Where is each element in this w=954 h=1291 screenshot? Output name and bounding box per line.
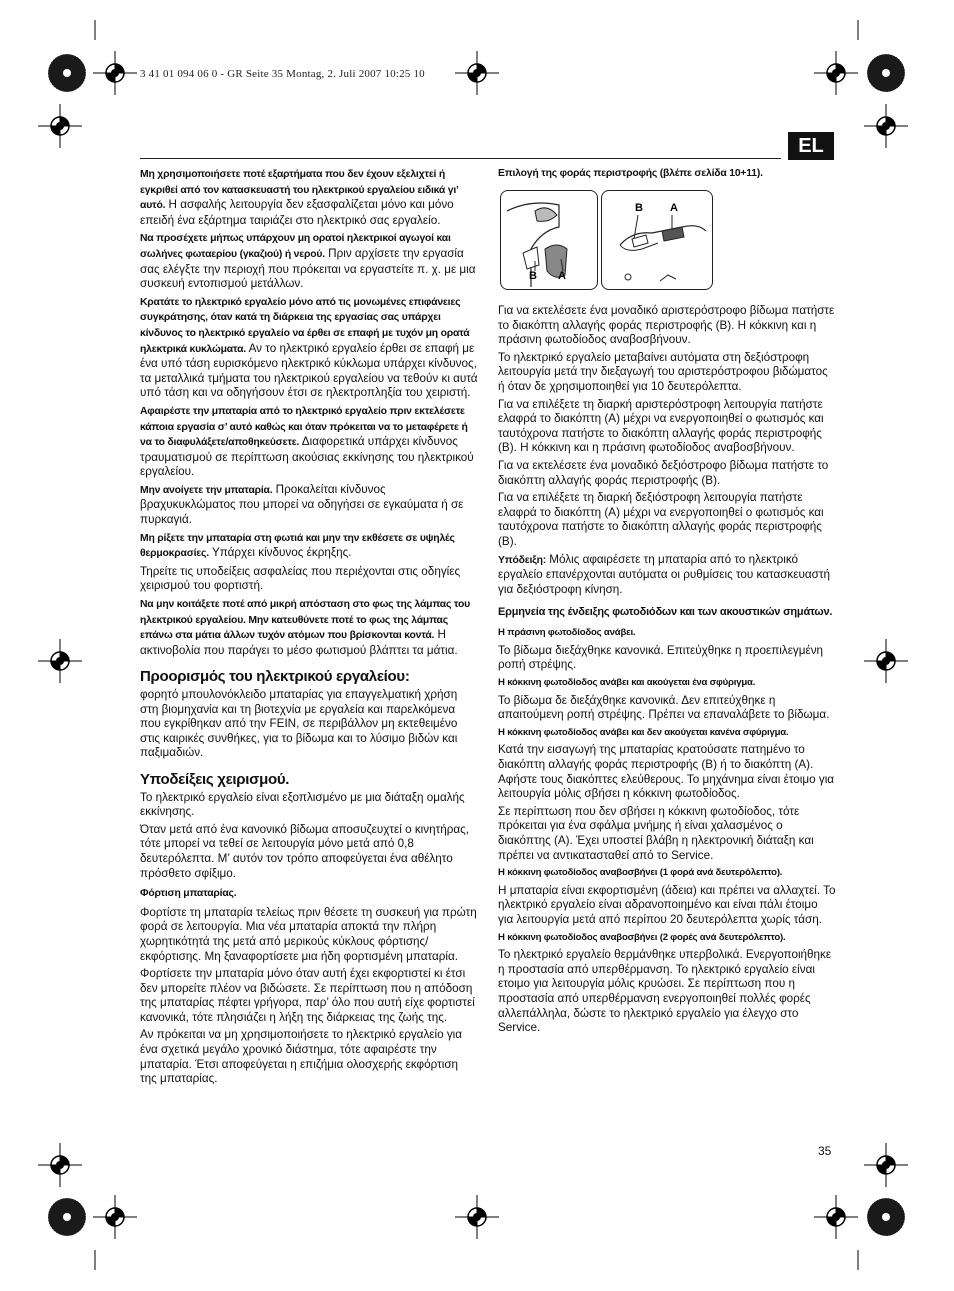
label-a: A xyxy=(558,270,566,282)
paragraph: Το βίδωμα διεξάχθηκε κανονικά. Επιτεύχθηκε η προεπιλεγμένη ροπή στρέψης. xyxy=(498,643,824,672)
paragraph: Φορτίστε τη μπαταρία τελείως πριν θέσετε τη συσκευή για πρώτη φορά σε λειτουργία. Μια νέα μπαταρία αποκτά την πλήρη χωρητικότητά της μετά από μερικούς κύκλους φόρτισης/εκφόρτισης. Μη ξαναφορτίσετε μια ήδη φορτισμένη μπαταρία. xyxy=(140,905,477,963)
paragraph xyxy=(140,231,478,291)
paragraph: Η μπαταρία είναι εκφορτισμένη (άδεια) και πρέπει να αλλαχτεί. Το ηλεκτρικό εργαλείο είναι αδρανοποιημένο και είναι πάλι έτοιμο για λειτουργία μετά από περίπου 20 δευτερόλεπτα χωρίς τάση. xyxy=(498,883,836,926)
led-heading: Η πράσινη φωτοδίοδος ανάβει. xyxy=(498,627,636,639)
paragraph: Κατά την εισαγωγή της μπαταρίας κρατούσατε πατημένο το διακόπτη αλλαγής φοράς περιστροφής (B) ή το διακόπτη (A). Αφήστε τους διακόπτες ελεύθερους. Το μηχάνημα είναι έτοιμο για λειτουργία μόλις σβήσει η κόκκινη φωτοδίοδος. xyxy=(498,743,835,801)
paragraph xyxy=(140,531,478,562)
paragraph: Φορτίσετε την μπαταρία μόνο όταν αυτή έχει εκφορτιστεί κι έτσι δεν μπορείτε πλέον να βιδώσετε. Σε περίπτωση που η απόδοση της μπαταρίας πέφτει γρήγορα, παρ’ όλο που αυτή είχε φορτιστεί κανονικά, τότε πλησιάζει η λήξη της διάρκειας της ζωής της. xyxy=(140,967,475,1024)
bold-lead: Αφαιρέστε την μπαταρία από το ηλεκτρικό εργαλείο πριν εκτελέσετε κάποια εργασία σ’ αυτό καθώς και όταν πρόκειται να το μεταφέρετε ή να το διαφυλάξετε/αποθηκεύσετε. xyxy=(140,405,468,449)
language-tab: EL xyxy=(788,132,834,160)
led-heading: Η κόκκινη φωτοδίοδος ανάβει και ακούγεται ένα σφύριγμα. xyxy=(498,677,756,689)
body-text: Μόλις αφαιρέσετε τη μπαταρία από το ηλεκτρικό εργαλείο επανέρχονται αυτόματα οι ρυθμίσεις του κατασκευαστή για δεξιόστροφη κίνηση. xyxy=(498,552,830,596)
paragraph: Για να επιλέξετε τη διαρκή δεξιόστροφη λειτουργία πατήστε ελαφρά το διακόπτη (A) μέχρι να ενεργοποιηθεί ο φωτισμός και ταυτόχρονα πατήστε το διακόπτη αλλαγής φοράς περιστροφής (B). xyxy=(498,491,824,548)
paragraph: Το βίδωμα δε διεξάχθηκε κανονικά. Δεν επιτεύχθηκε η απαιτούμενη ροπή στρέψης. Πρέπει να επαναλάβετε το βίδωμα. xyxy=(498,693,830,722)
right-column xyxy=(498,167,836,185)
body-text: Η ασφαλής λειτουργία δεν εξασφαλίζεται μόνο και μόνο επειδή ένα εξάρτημα ταιριάζει στο ηλεκτρικό σας εργαλείο. xyxy=(140,198,454,227)
paragraph: Το ηλεκτρικό εργαλείο μεταβαίνει αυτόματα στη δεξιόστροφη λειτουργία μετά την διεξαγωγή του αριστερόστροφου βιδώματος ή όταν δε χρησιμοποιηθεί για 10 δευτερόλεπτα. xyxy=(498,350,828,393)
left-column xyxy=(140,167,478,1090)
paragraph: φορητό μπουλονόκλειδο μπαταρίας για επαγγελματική χρήση στη βιομηχανία και τη βιοτεχνία με εργαλεία και παρελκόμενα που εγκρίθηκαν από την FEIN, σε περιβάλλον μη εκτεθειμένο στις καιρικές συνθήκες, για το βίδωμα και το λύσιμο βιδών και παξιμαδιών. xyxy=(140,688,458,760)
paragraph xyxy=(140,295,478,401)
bold-lead: Μη ρίξετε την μπαταρία στη φωτιά και μην την εκθέσετε σε υψηλές θερμοκρασίες. xyxy=(140,532,455,560)
led-heading: Η κόκκινη φωτοδίοδος ανάβει και δεν ακούγεται κανένα σφύριγμα. xyxy=(498,726,789,738)
label-a: A xyxy=(670,202,678,214)
bold-lead: Να μην κοιτάξετε ποτέ από μικρή απόσταση στο φως της λάμπας του ηλεκτρικού εργαλείου. Μην κατευθύνετε ποτέ το φως της λάμπας επάνω στα μάτια άλλων τυχόν ατόμων που βρίσκονται κοντά. xyxy=(140,599,471,642)
body-text: Διαφορετικά υπάρχει κίνδυνος τραυματισμού σε περίπτωση ακούσιας εκκίνησης του ηλεκτρικού εργαλείου. xyxy=(140,435,474,479)
paragraph: Για να επιλέξετε τη διαρκή αριστερόστροφη λειτουργία πατήστε ελαφρά το διακόπτη (A) μέχρι να ενεργοποιηθεί ο φωτισμός και ταυτόχρονα πατήστε το διακόπτη αλλαγής φοράς περιστροφής (B). Η κόκκινη και η πράσινη φωτοδίοδος αναβοσβήνουν. xyxy=(498,397,824,455)
figure-left xyxy=(500,190,598,290)
paragraph xyxy=(140,597,478,658)
paragraph xyxy=(140,167,478,228)
led-heading: Η κόκκινη φωτοδίοδος αναβοσβήνει (1 φορά ανά δευτερόλεπτο). xyxy=(498,867,783,879)
paragraph: Για να εκτελέσετε ένα μοναδικό αριστερόστροφο βίδωμα πατήστε το διακόπτη αλλαγής φοράς περιστροφής (B). Η κόκκινη και η πράσινη φωτοδίοδος αναβοσβήνουν. xyxy=(498,304,835,347)
paragraph xyxy=(140,404,478,480)
bold-lead: Υπόδειξη: xyxy=(498,554,546,566)
right-column-body xyxy=(498,304,836,1039)
bold-lead: Να προσέχετε μήπως υπάρχουν μη ορατοί ηλεκτρικοί αγωγοί και σωλήνες φωταερίου (γκαζιού) ή νερού. xyxy=(140,233,451,260)
body-text: Αν το ηλεκτρικό εργαλείο έρθει σε επαφή με ένα υπό τάση ευρισκόμενο ηλεκτρικό κύκλωμα υπάρχει κίνδυνος, τα μεταλλικά τμήματα του ηλεκτρικού εργαλείου να τεθούν κι αυτά υπό τάση και να οδηγήσουν έτσι σε ηλεκτροπληξία του χειριστή. xyxy=(140,341,478,400)
figure-right xyxy=(601,190,713,290)
body-text: Προκαλείται κίνδυνος βραχυκυκλώματος που μπορεί να οδηγήσει σε εγκαύματα ή σε πυρκαγιά. xyxy=(140,482,464,527)
paragraph: Το ηλεκτρικό εργαλείο θερμάνθηκε υπερβολικά. Ενεργοποιήθηκε η προστασία από υπερθέρμανση. Το ηλεκτρικό εργαλείο είναι ετοιμο για λειτουργία μόλις κρυώσει. Σε περίπτωση που η προστασία από υπερθέρμανση ενεργοποιηθεί πολλές φορές αλλεπάλληλα, δώστε το ηλεκτρικό εργαλείο για έλεγχο στο Service. xyxy=(498,948,832,1035)
led-heading: Η κόκκινη φωτοδίοδος αναβοσβήνει (2 φορές ανά δευτερόλεπτο). xyxy=(498,931,786,943)
top-rule xyxy=(140,158,781,159)
paragraph: Τηρείτε τις υποδείξεις ασφαλείας που περιέχονται στις οδηγίες χειρισμού του φορτιστή. xyxy=(140,564,461,593)
body-text: Πριν αρχίσετε την εργασία σας ελέγξτε την περιοχή που πρόκειται να εργαστείτε π. χ. με μια συσκευή εντοπισμού μετάλλων. xyxy=(140,246,476,291)
paragraph xyxy=(140,483,478,528)
label-b: B xyxy=(635,202,643,214)
paragraph: Σε περίπτωση που δεν σβήσει η κόκκινη φωτοδίοδος, τότε πρόκειται για ένα σφάλμα μνήμης ή είναι χαλασμένος ο διακόπτης (A). Έχει υποστεί βλάβη η ηλεκτρονική διάταξη και πρέπει να αντικατασταθεί από το Service. xyxy=(498,804,814,862)
paragraph: Για να εκτελέσετε ένα μοναδικό δεξιόστροφο βίδωμα πατήστε το διακόπτη αλλαγής φοράς περιστροφής (B). xyxy=(498,458,829,487)
section-heading: Προορισμός του ηλεκτρικού εργαλείου: xyxy=(140,668,410,686)
print-header: 3 41 01 094 06 0 - GR Seite 35 Montag, 2. Juli 2007 10:25 10 xyxy=(140,68,425,80)
paragraph: Το ηλεκτρικό εργαλείο είναι εξοπλισμένο με μια διάταξη ομαλής εκκίνησης. xyxy=(140,790,465,819)
subheading: Επιλογή της φοράς περιστροφής (βλέπε σελίδα 10+11). xyxy=(498,168,763,179)
body-text: Υπάρχει κίνδυνος έκρηξης. xyxy=(208,546,352,560)
paragraph: Όταν μετά από ένα κανονικό βίδωμα αποσυζευχτεί ο κινητήρας, τότε μπορεί να τεθεί σε λειτουργία μόνο μετά από 0,8 δευτερόλεπτα. Μ’ αυτόν τον τρόπο αποφεύγεται ένα αθέλητο πρόσθετο σφίξιμο. xyxy=(140,822,470,880)
body-text: Η ακτινοβολία που παράγει το μέσο φωτισμού βλάπτει τα μάτια. xyxy=(140,628,458,657)
bold-lead: Μη χρησιμοποιήσετε ποτέ εξαρτήματα που δεν έχουν εξελιχτεί ή εγκριθεί από τον κατασκευαστή του ηλεκτρικού εργαλείου ειδικά γι’ αυτό. xyxy=(140,169,459,212)
paragraph: Αν πρόκειται να μη χρησιμοποιήσετε το ηλεκτρικό εργαλείο για ένα σχετικά μεγάλο χρονικό διάστημα, τότε αφαιρέστε την μπαταρία. Έτσι αποφεύγεται η επιζήμια ολοσχερής εκφόρτιση της μπαταρίας. xyxy=(140,1028,463,1086)
tool-illustration-left xyxy=(501,191,597,289)
tool-illustration-right xyxy=(602,191,712,289)
label-b: B xyxy=(529,270,537,282)
bold-lead: Κρατάτε το ηλεκτρικό εργαλείο μόνο από τις μονωμένες επιφάνειες συγκράτησης, όταν κατά τη διάρκεια της εργασίας σας υπάρχει κίνδυνος το ηλεκτρικό εργαλείο να έρθει σε επαφή με τυχόν μη ορατά ηλεκτρικά κυκλώματα. xyxy=(140,296,470,355)
subheading: Ερμηνεία της ένδειξης φωτοδιόδων και των ακουστικών σημάτων. xyxy=(498,606,833,619)
paragraph xyxy=(498,553,836,598)
page-number: 35 xyxy=(818,1144,832,1158)
section-heading: Υποδείξεις χειρισμού. xyxy=(140,770,290,788)
subheading: Φόρτιση μπαταρίας. xyxy=(140,888,237,900)
bold-lead: Μην ανοίγετε την μπαταρία. xyxy=(140,484,273,496)
